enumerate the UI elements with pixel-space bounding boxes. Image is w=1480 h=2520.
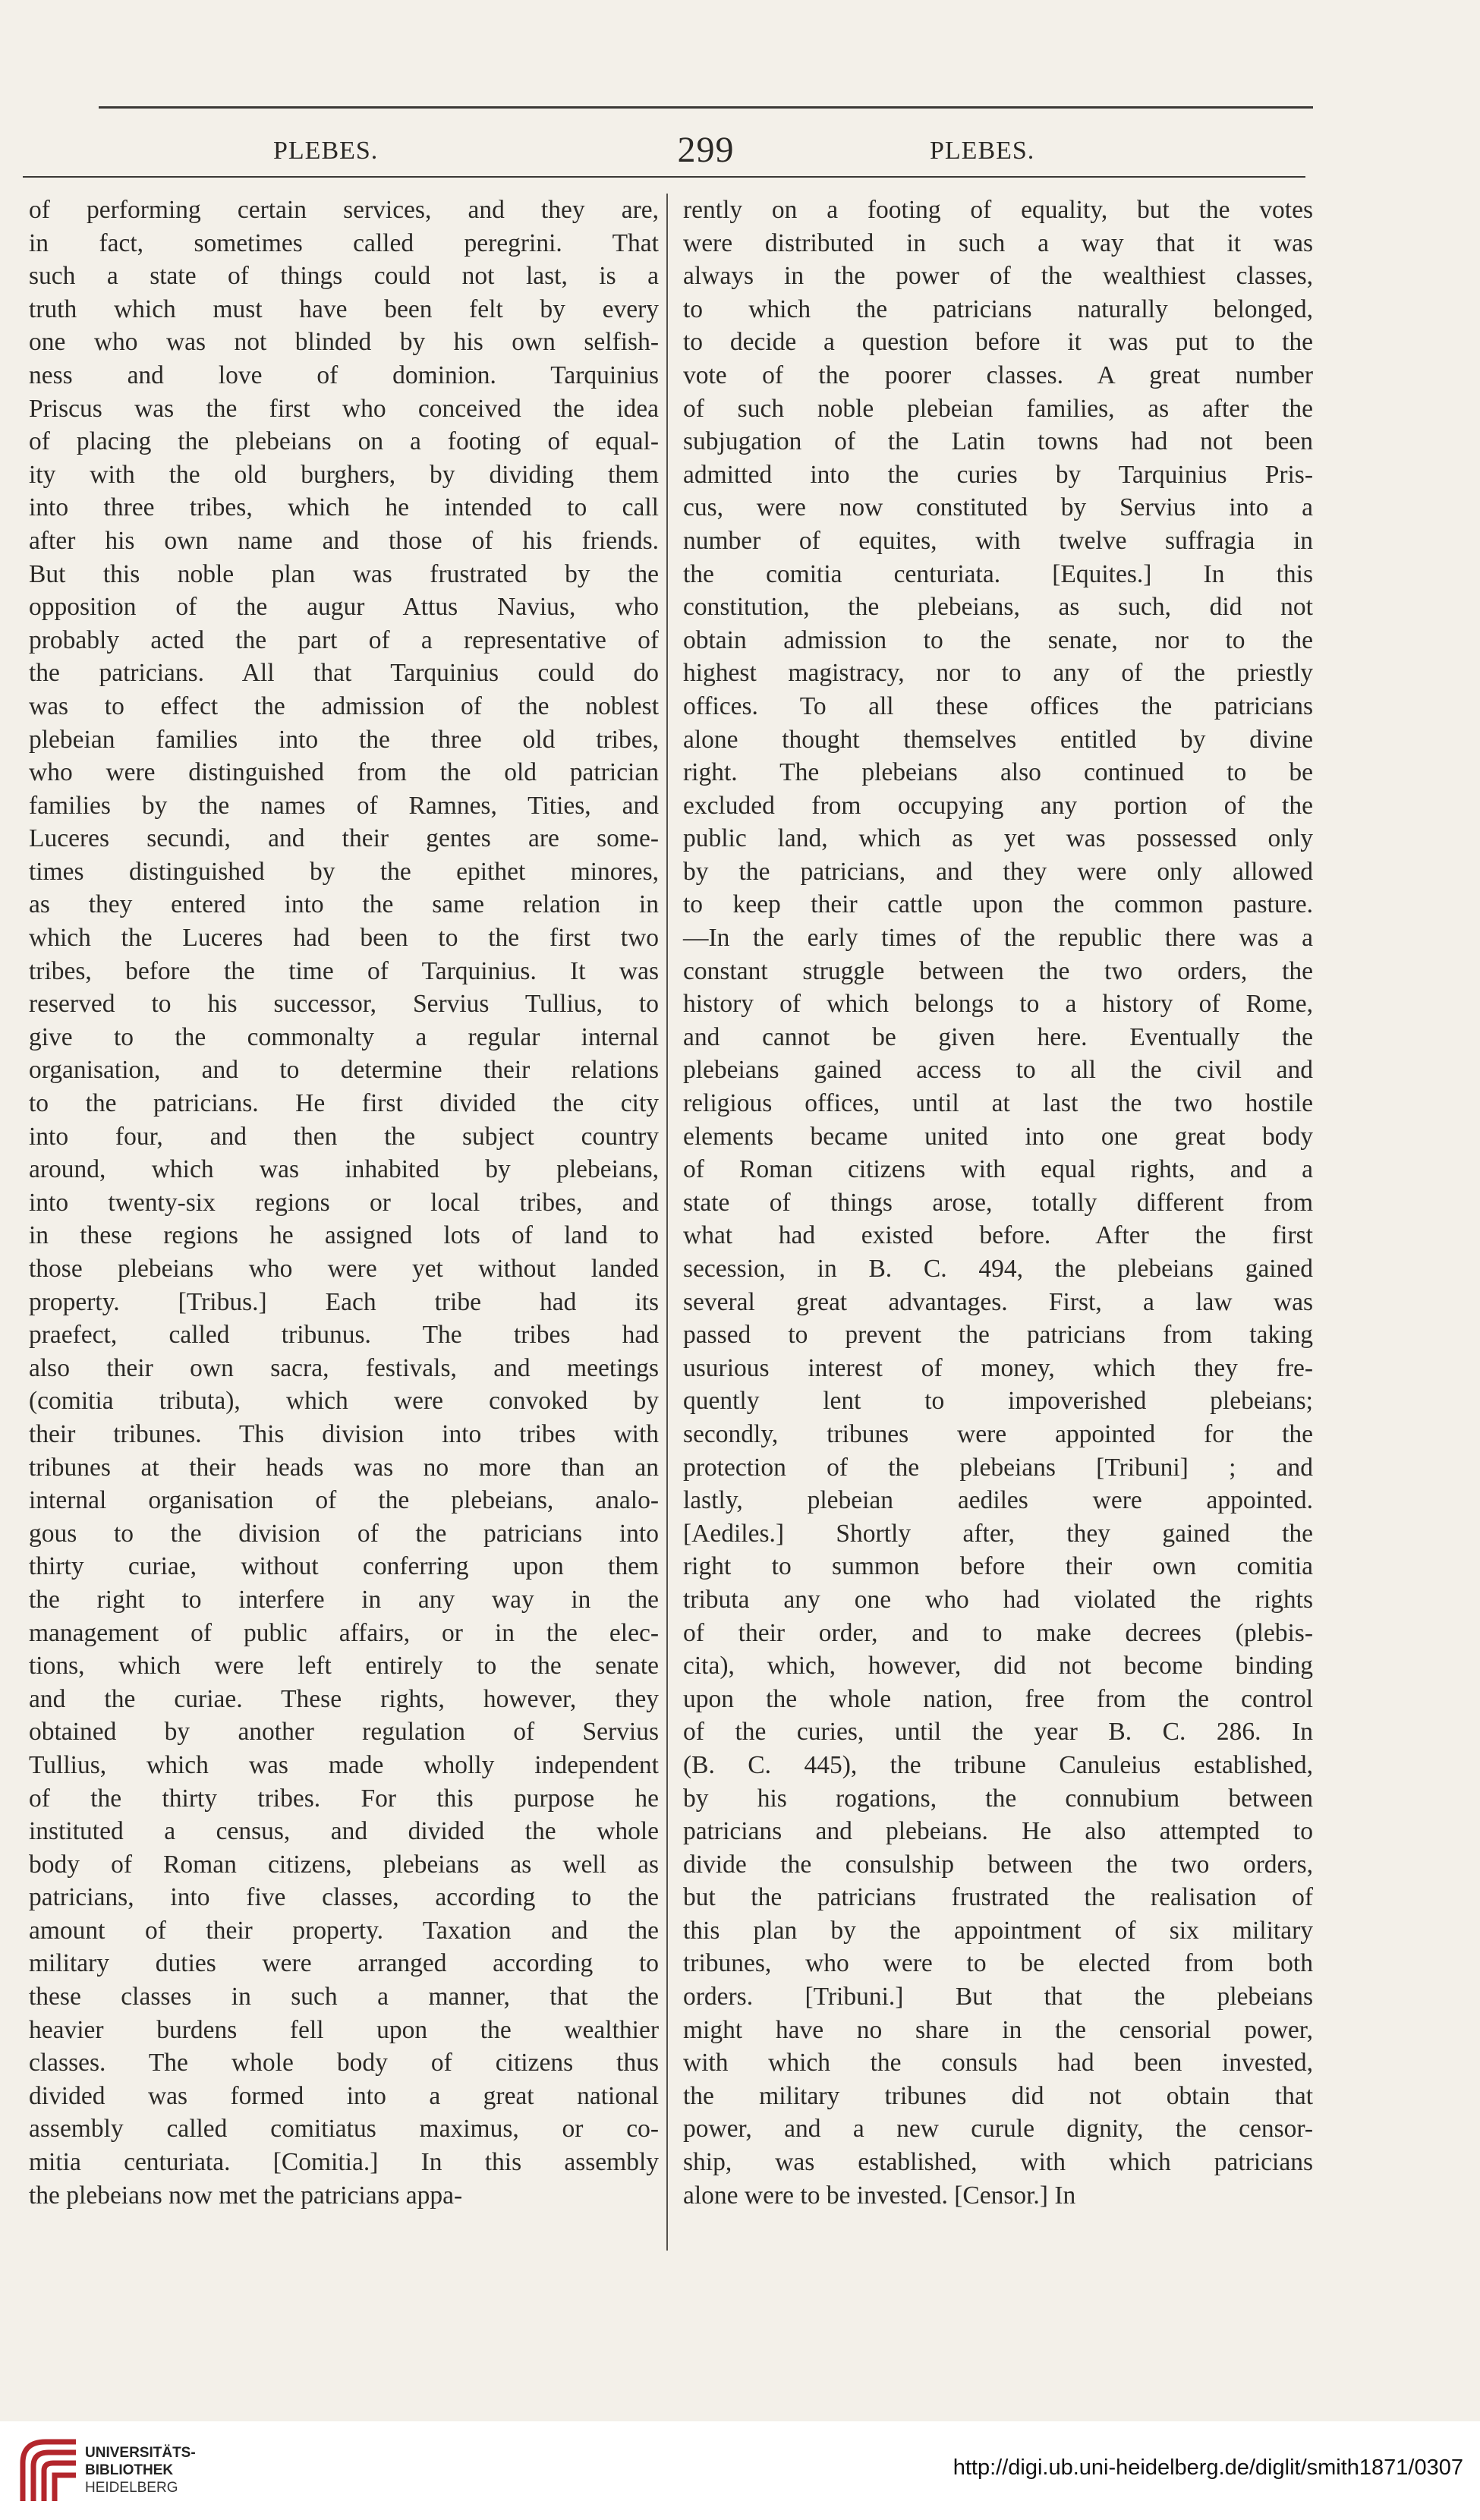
text-line: tribunes, who were to be elected from both [683,1949,1313,1978]
text-line: property. [Tribus.] Each tribe had its [29,1287,659,1316]
text-line: amount of their property. Taxation and the [29,1916,659,1945]
text-line: ity with the old burghers, by dividing them [29,460,659,489]
text-line: upon the whole nation, free from the control [683,1684,1313,1713]
text-line: to the patricians. He first divided the city [29,1089,659,1118]
library-logo-icon [15,2433,87,2509]
text-line: the right to interfere in any way in the [29,1585,659,1614]
text-line: plebeians gained access to all the civil and [683,1056,1313,1085]
column-divider [666,194,668,2251]
text-line: history of which belongs to a history of Rome, [683,990,1313,1019]
text-line: Priscus was the first who conceived the idea [29,394,659,423]
text-line: highest magistracy, nor to any of the priestly [683,659,1313,688]
text-line: ship, was established, with which patricians [683,2148,1313,2177]
text-line: gous to the division of the patricians into [29,1519,659,1548]
text-line: in these regions he assigned lots of land to [29,1221,659,1250]
text-line: subjugation of the Latin towns had not been [683,427,1313,456]
footer [0,2421,1480,2520]
text-line: quently lent to impoverished plebeians; [683,1387,1313,1416]
text-line: reserved to his successor, Servius Tullius, to [29,990,659,1019]
text-line: obtained by another regulation of Servius [29,1718,659,1747]
text-line: public land, which as yet was possessed only [683,824,1313,853]
text-line: probably acted the part of a representative of [29,625,659,654]
header-right-title: PLEBES. [930,137,1035,165]
text-line: assembly called comitiatus maximus, or co- [29,2115,659,2144]
text-line: opposition of the augur Attus Navius, who [29,593,659,622]
text-line: heavier burdens fell upon the wealthier [29,2015,659,2044]
text-line: by the patricians, and they were only allowed [683,857,1313,886]
text-line: but the patricians frustrated the realisation of [683,1883,1313,1912]
text-line: give to the commonalty a regular internal [29,1022,659,1051]
text-line: power, and a new curule dignity, the censor- [683,2115,1313,2144]
text-line: plebeian families into the three old tribes, [29,725,659,754]
text-line: who were distinguished from the old patrician [29,758,659,787]
text-line: divided was formed into a great national [29,2081,659,2110]
top-rule [99,106,1313,109]
header-left-title: PLEBES. [273,137,379,165]
text-line: management of public affairs, or in the elec- [29,1618,659,1647]
text-line: thirty curiae, without conferring upon them [29,1552,659,1581]
left-column [29,194,659,2270]
running-header [99,129,1313,175]
text-line: constitution, the plebeians, as such, did not [683,593,1313,622]
text-line: of the thirty tribes. For this purpose he [29,1784,659,1813]
text-line: families by the names of Ramnes, Tities, and [29,791,659,820]
text-line: instituted a census, and divided the whole [29,1817,659,1846]
text-line: [Aediles.] Shortly after, they gained the [683,1519,1313,1548]
text-line: religious offices, until at last the two hostile [683,1089,1313,1118]
text-line: military duties were arranged according to [29,1949,659,1978]
text-line: secondly, tribunes were appointed for the [683,1419,1313,1448]
text-line: the patricians. All that Tarquinius could do [29,659,659,688]
text-line: (B. C. 445), the tribune Canuleius established, [683,1750,1313,1779]
text-line: and the curiae. These rights, however, they [29,1684,659,1713]
text-line: tribunes at their heads was no more than an [29,1453,659,1482]
text-line: ness and love of dominion. Tarquinius [29,361,659,389]
text-line: several great advantages. First, a law was [683,1287,1313,1316]
text-line: internal organisation of the plebeians, analo- [29,1486,659,1515]
text-line: one who was not blinded by his own selfish- [29,328,659,357]
text-line: elements became united into one great body [683,1122,1313,1151]
text-line: orders. [Tribuni.] But that the plebeians [683,1983,1313,2011]
text-line: cus, were now constituted by Servius into a [683,493,1313,522]
text-line: into four, and then the subject country [29,1122,659,1151]
library-name [85,2444,196,2496]
text-line: the military tribunes did not obtain that [683,2081,1313,2110]
text-line: to which the patricians naturally belonged, [683,295,1313,323]
text-line: by his rogations, the connubium between [683,1784,1313,1813]
text-line: —In the early times of the republic there was a [683,924,1313,953]
text-line: times distinguished by the epithet minores, [29,857,659,886]
library-name-line2: BIBLIOTHEK [85,2462,174,2478]
text-line: into three tribes, which he intended to call [29,493,659,522]
text-line: patricians and plebeians. He also attempted to [683,1817,1313,1846]
library-name-line1: UNIVERSITÄTS- [85,2445,196,2461]
text-line: (comitia tributa), which were convoked by [29,1387,659,1416]
text-line: cita), which, however, did not become binding [683,1652,1313,1681]
text-line: classes. The whole body of citizens thus [29,2049,659,2077]
text-line: around, which was inhabited by plebeians, [29,1155,659,1184]
text-line: tions, which were left entirely to the senate [29,1652,659,1681]
text-line: of Roman citizens with equal rights, and a [683,1155,1313,1184]
text-line: tribes, before the time of Tarquinius. It was [29,956,659,985]
text-line: patricians, into five classes, according to the [29,1883,659,1912]
text-line: right to summon before their own comitia [683,1552,1313,1581]
text-line: praefect, called tribunus. The tribes had [29,1321,659,1350]
text-line: and cannot be given here. Eventually the [683,1022,1313,1051]
text-line: obtain admission to the senate, nor to the [683,625,1313,654]
text-line: the comitia centuriata. [Equites.] In this [683,559,1313,588]
text-line: of their order, and to make decrees (plebis- [683,1618,1313,1647]
text-line: body of Roman citizens, plebeians as well as [29,1850,659,1879]
text-line: to decide a question before it was put to the [683,328,1313,357]
text-line: organisation, and to determine their relations [29,1056,659,1085]
text-line: of performing certain services, and they are, [29,196,659,224]
text-line: alone were to be invested. [Censor.] In [683,2181,1076,2210]
text-line: their tribunes. This division into tribes with [29,1419,659,1448]
text-line: tributa any one who had violated the rights [683,1585,1313,1614]
text-line: what had existed before. After the first [683,1221,1313,1250]
text-line: these classes in such a manner, that the [29,1983,659,2011]
text-line: which the Luceres had been to the first two [29,924,659,953]
text-line: the plebeians now met the patricians appa- [29,2181,463,2210]
text-line: protection of the plebeians [Tribuni] ; and [683,1453,1313,1482]
text-line: divide the consulship between the two orders, [683,1850,1313,1879]
text-line: rently on a footing of equality, but the votes [683,196,1313,224]
text-line: Luceres secundi, and their gentes are some- [29,824,659,853]
text-line: mitia centuriata. [Comitia.] In this assembly [29,2148,659,2177]
text-line: always in the power of the wealthiest classes, [683,262,1313,291]
text-line: of placing the plebeians on a footing of equal- [29,427,659,456]
text-line: vote of the poorer classes. A great number [683,361,1313,389]
right-column [683,194,1313,2270]
text-line: Tullius, which was made wholly independent [29,1750,659,1779]
text-line: in fact, sometimes called peregrini. That [29,228,659,257]
text-line: with which the consuls had been invested, [683,2049,1313,2077]
text-line: into twenty-six regions or local tribes, and [29,1188,659,1217]
text-line: alone thought themselves entitled by divine [683,725,1313,754]
library-name-line3: HEIDELBERG [85,2480,178,2496]
text-line: truth which must have been felt by every [29,295,659,323]
text-line: usurious interest of money, which they fre- [683,1353,1313,1382]
text-line: of the curies, until the year B. C. 286. In [683,1718,1313,1747]
text-line: number of equites, with twelve suffragia in [683,526,1313,555]
text-line: state of things arose, totally different from [683,1188,1313,1217]
text-line: might have no share in the censorial power, [683,2015,1313,2044]
page-number: 299 [677,130,735,170]
text-line: excluded from occupying any portion of the [683,791,1313,820]
text-line: constant struggle between the two orders, the [683,956,1313,985]
source-url-link[interactable]: http://digi.ub.uni-heidelberg.de/diglit/smith1871/0307 [953,2455,1463,2480]
text-line: passed to prevent the patricians from taking [683,1321,1313,1350]
text-line: But this noble plan was frustrated by the [29,559,659,588]
text-line: secession, in B. C. 494, the plebeians gained [683,1255,1313,1283]
text-line: as they entered into the same relation in [29,890,659,919]
text-line: such a state of things could not last, is a [29,262,659,291]
text-line: of such noble plebeian families, as after the [683,394,1313,423]
text-line: after his own name and those of his friends. [29,526,659,555]
text-line: to keep their cattle upon the common pasture. [683,890,1313,919]
text-line: admitted into the curies by Tarquinius Pris- [683,460,1313,489]
text-line: offices. To all these offices the patricians [683,691,1313,720]
text-line: those plebeians who were yet without landed [29,1255,659,1283]
text-line: also their own sacra, festivals, and meetings [29,1353,659,1382]
text-line: were distributed in such a way that it was [683,228,1313,257]
text-line: this plan by the appointment of six military [683,1916,1313,1945]
text-line: was to effect the admission of the noblest [29,691,659,720]
text-line: lastly, plebeian aediles were appointed. [683,1486,1313,1515]
header-rule [23,176,1305,178]
text-line: right. The plebeians also continued to be [683,758,1313,787]
